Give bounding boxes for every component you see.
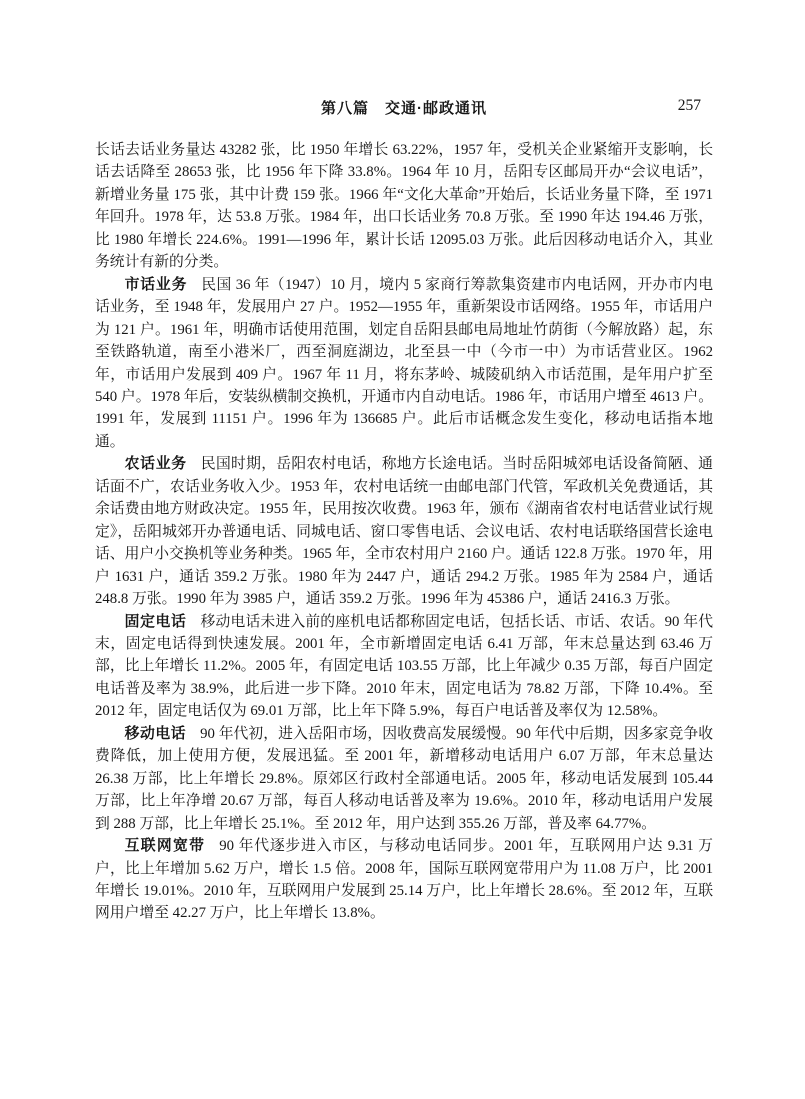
paragraph-text: 90 年代逐步进入市区，与移动电话同步。2001 年，互联网用户达 9.31 万户，比上年增加 5.62 万户，增长 1.5 倍。2008 年，国际互联网宽带用户为 11.08 万户，比 2001 年增长 19.01%。2010 年，互联网用户发展到 25.14 万户，比上年增长 28.6%。至 2012 年，互联网用户增至 42.27 万户，比上年增长 13.8%。 <box>95 838 713 922</box>
page-body <box>95 139 713 925</box>
paragraph-text: 移动电话未进入前的座机电话都称固定电话，包括长话、市话、农话。90 年代末，固定电话得到快速发展。2001 年，全市新增固定电话 6.41 万部，年末总量达到 63.46 万部，比上年增长 11.2%。2005 年，有固定电话 103.55 万部，比上年减少 0.35 万部，每百户固定电话普及率为 38.9%，此后进一步下降。2010 年末，固定电话为 78.82 万部，下降 10.4%。至 2012 年，固定电话仅为 69.01 万部，比上年下降 5.9%，每百户电话普及率仅为 12.58%。 <box>95 613 713 720</box>
paragraph-lead: 农话业务 <box>124 456 187 473</box>
paragraph-internet-broadband <box>95 835 713 925</box>
page-number: 257 <box>677 97 701 114</box>
section-title: 第八篇 交通·邮政通讯 <box>321 100 487 117</box>
paragraph-mobile-telephone <box>95 723 713 835</box>
paragraph-fixed-telephone <box>95 611 713 723</box>
paragraph-lead: 固定电话 <box>124 613 187 630</box>
paragraph-lead: 移动电话 <box>124 725 187 742</box>
paragraph-lead: 市话业务 <box>124 276 188 293</box>
paragraph-long-distance-calls <box>95 139 713 274</box>
paragraph-text: 长话去话业务量达 43282 张，比 1950 年增长 63.22%，1957 年，受机关企业紧缩开支影响，长话去话降至 28653 张，比 1956 年下降 33.8%。1964 年 10 月，岳阳专区邮局开办“会议电话”，新增业务量 175 张，其中计费 159 张。1966 年“文化大革命”开始后，长话业务量下降，至 1971 年回升。1978 年，达 53.8 万张。1984 年，出口长话业务 70.8 万张。至 1990 年达 194.46 万张，比 1980 年增长 224.6%。1991—1996 年，累计长话 12095.03 万张。此后因移动电话介入，其业务统计有新的分类。 <box>95 142 713 271</box>
paragraph-rural-telephone <box>95 453 713 610</box>
page-header <box>95 97 713 119</box>
paragraph-text: 90 年代初，进入岳阳市场，因收费高发展缓慢。90 年代中后期，因多家竞争收费降低，加上使用方便，发展迅猛。至 2001 年，新增移动电话用户 6.07 万部，年末总量达 26.38 万部，比上年增长 29.8%。原郊区行政村全部通电话。2005 年，移动电话发展到 105.44 万部，比上年净增 20.67 万部，每百人移动电话普及率为 19.6%。2010 年，移动电话用户发展到 288 万部，比上年增长 25.1%。至 2012 年，用户达到 355.26 万部，普及率 64.77%。 <box>95 725 713 832</box>
paragraph-text: 民国时期，岳阳农村电话，称地方长途电话。当时岳阳城郊电话设备简陋、通话面不广，农话业务收入少。1953 年，农村电话统一由邮电部门代管，军政机关免费通话，其余话费由地方财政决定。1955 年，民用按次收费。1963 年，颁布《湖南省农村电话营业试行规定》，岳阳城郊开办普通电话、同城电话、窗口零售电话、会议电话、农村电话联络国营长途电话、用户小交换机等业务种类。1965 年，全市农村用户 2160 户。通话 122.8 万张。1970 年，用户 1631 户，通话 359.2 万张。1980 年为 2447 户，通话 294.2 万张。1985 年为 2584 户，通话 248.8 万张。1990 年为 3985 户，通话 359.2 万张。1996 年为 45386 户，通话 2416.3 万张。 <box>95 456 713 608</box>
paragraph-text: 民国 36 年（1947）10 月，境内 5 家商行筹款集资建市内电话网，开办市内电话业务，至 1948 年，发展用户 27 户。1952—1955 年，重新架设市话网络。1955 年，市话用户为 121 户。1961 年，明确市话使用范围，划定自岳阳县邮电局地址竹荫街（今解放路）起，东至铁路轨道，南至小港米厂，西至洞庭湖边，北至县一中（今市一中）为市话营业区。1962 年，市话用户发展到 409 户。1967 年 11 月，将东茅岭、城陵矶纳入市话范围，是年用户扩至 540 户。1978 年后，安装纵横制交换机，开通市内自动电话。1986 年，市话用户增至 4613 户。1991 年，发展到 11151 户。1996 年为 136685 户。此后市话概念发生变化，移动电话指本地通。 <box>95 276 713 450</box>
paragraph-lead: 互联网宽带 <box>124 838 206 855</box>
paragraph-city-telephone <box>95 274 713 454</box>
